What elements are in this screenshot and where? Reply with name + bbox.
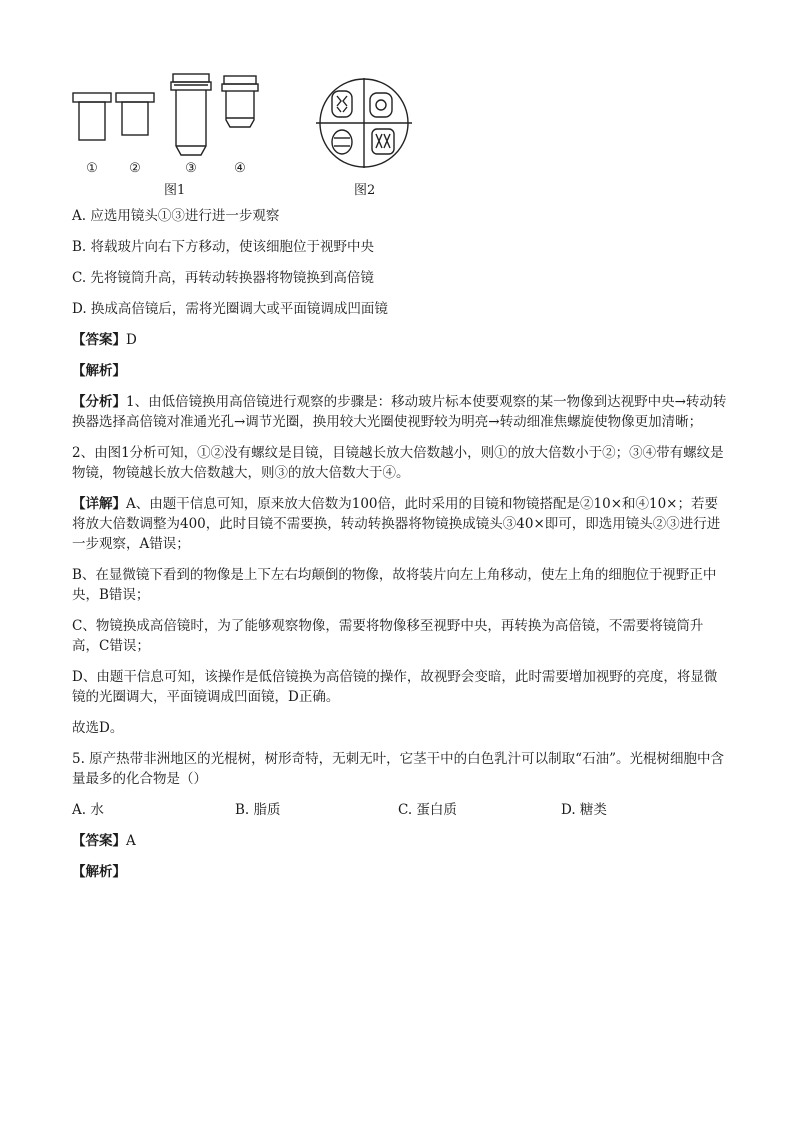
eyepiece-2 (116, 93, 154, 102)
document-body (72, 206, 727, 893)
lens-label-2: ② (129, 161, 141, 176)
q5-answer (72, 831, 727, 851)
xiangjie-tag: 【详解】 (72, 496, 126, 512)
answer-value: D (126, 332, 137, 348)
q4-option-c: C. 先将镜筒升高，再转动转换器将物镜换到高倍镜 (72, 270, 374, 286)
q4-conclusion: 故选D。 (72, 720, 124, 736)
cell-bottom-left (332, 130, 352, 154)
q5-analysis-tag: 【解析】 (72, 864, 126, 880)
q4-detail-d: D、由题干信息可知，该操作是低倍镜换为高倍镜的操作，故视野会变暗，此时需要增加视野的亮度，将显微镜的光圈调大，平面镜调成凹面镜，D正确。 (72, 669, 718, 705)
fenxi-tag: 【分析】 (72, 394, 126, 410)
q4-option-d: D. 换成高倍镜后，需将光圈调大或平面镜调成凹面镜 (72, 301, 388, 317)
cell-bottom-right (372, 129, 394, 154)
objective-3 (173, 74, 209, 82)
fenxi-1-text: 1、由低倍镜换用高倍镜进行观察的步骤是：移动玻片标本使要观察的某一物像到达视野中央→转动转换器选择高倍镜对准通光孔→调节光圈，换用较大光圈使视野较为明亮→转动细准焦螺旋使物像更加清晰； (72, 394, 727, 430)
objective-4 (224, 76, 256, 84)
lens-label-3: ③ (185, 161, 197, 176)
lens-label-1: ① (86, 161, 98, 176)
q5-option-d: D. 糖类 (561, 802, 607, 818)
figure-area (70, 68, 430, 198)
q4-analysis-tag: 【解析】 (72, 363, 126, 379)
detail-a-text: A、由题干信息可知，原来放大倍数为100倍，此时采用的目镜和物镜搭配是②10×和④10×；若要将放大倍数调整为400，此时目镜不需要换，转动转换器将物镜换成镜头③40×即可，即选用镜头②③进行进一步观察，A错误； (72, 496, 721, 552)
q5-answer-value: A (126, 833, 136, 849)
eyepiece-1 (73, 93, 111, 102)
cell-top-right (370, 93, 392, 117)
cell-top-left (332, 91, 352, 117)
q4-answer (72, 330, 727, 350)
q4-detail-a (72, 494, 727, 554)
figure-1-caption: 图1 (164, 183, 186, 198)
q5-answer-tag: 【答案】 (72, 833, 126, 849)
q4-fenxi-1 (72, 392, 727, 432)
answer-tag: 【答案】 (72, 332, 126, 348)
q4-option-a: A. 应选用镜头①③进行进一步观察 (72, 208, 280, 224)
lens-label-4: ④ (234, 161, 246, 176)
q4-detail-b: B、在显微镜下看到的物像是上下左右均颠倒的物像，故将装片向左上角移动，使左上角的细胞位于视野正中央，B错误； (72, 567, 717, 603)
q5-options (72, 800, 727, 820)
q4-detail-c: C、物镜换成高倍镜时，为了能够观察物像，需要将物像移至视野中央，再转换为高倍镜，不需要将镜筒升高，C错误； (72, 618, 704, 654)
q4-fenxi-2: 2、由图1分析可知，①②没有螺纹是目镜，目镜越长放大倍数越小，则①的放大倍数小于②；③④带有螺纹是物镜，物镜越长放大倍数越大，则③的放大倍数大于④。 (72, 445, 724, 481)
figure-2-caption: 图2 (354, 183, 376, 198)
q4-option-b: B. 将载玻片向右下方移动，使该细胞位于视野中央 (72, 239, 375, 255)
q5-option-c: C. 蛋白质 (398, 802, 457, 818)
q5-option-a: A. 水 (72, 802, 104, 818)
q5-stem: 5. 原产热带非洲地区的光棍树，树形奇特，无刺无叶，它茎干中的白色乳汁可以制取“石油”。光棍树细胞中含量最多的化合物是（） (72, 751, 724, 787)
q5-option-b: B. 脂质 (235, 802, 281, 818)
